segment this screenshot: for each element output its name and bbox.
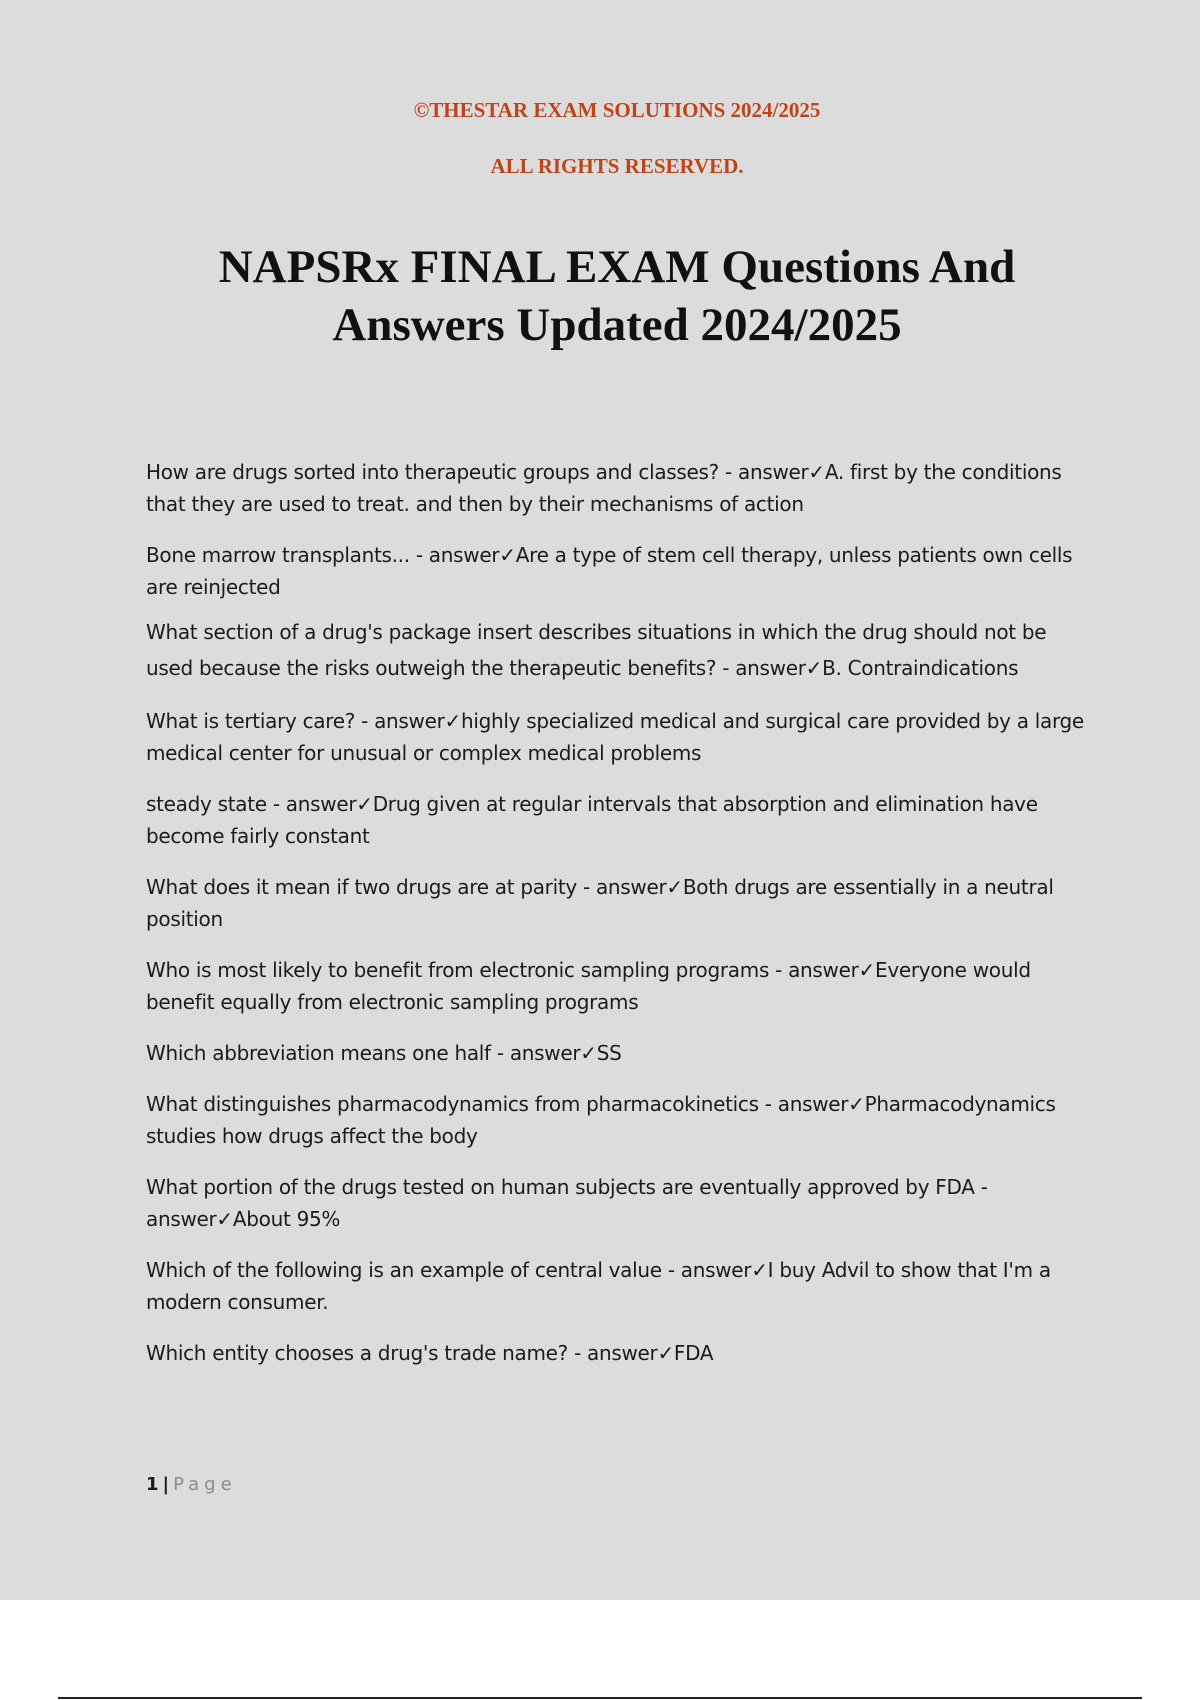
qa-item: Which entity chooses a drug's trade name? - answer✓FDA [146,1341,714,1365]
document-header [0,98,1200,179]
page-label: Page [173,1474,237,1495]
copyright-notice: ©THESTAR EXAM SOLUTIONS 2024/2025 [413,98,821,122]
qa-item: What distinguishes pharmacodynamics from pharmacokinetics - answer✓Pharmacodynamics studies how drugs affect the body [146,1092,1056,1148]
qa-item: steady state - answer✓Drug given at regular intervals that absorption and elimination have become fairly constant [146,792,1038,848]
rights-notice: ALL RIGHTS RESERVED. [490,154,744,178]
page-separator: | [162,1474,170,1495]
qa-item: Who is most likely to benefit from electronic sampling programs - answer✓Everyone would benefit equally from electronic sampling programs [146,958,1031,1014]
title-line-2: Answers Updated 2024/2025 [332,299,902,351]
page-footer [146,1474,237,1495]
qa-item: What portion of the drugs tested on human subjects are eventually approved by FDA - answer✓About 95% [146,1175,988,1231]
qa-item: What does it mean if two drugs are at parity - answer✓Both drugs are essentially in a neutral position [146,875,1054,931]
title-line-1: NAPSRx FINAL EXAM Questions And [218,241,1016,293]
qa-item: Which abbreviation means one half - answer✓SS [146,1041,622,1065]
qa-item: Bone marrow transplants... - answer✓Are a type of stem cell therapy, unless patients own cells are reinjected [146,543,1073,599]
qa-list [146,456,1091,1388]
bottom-divider [58,1697,1142,1699]
qa-item: How are drugs sorted into therapeutic groups and classes? - answer✓A. first by the conditions that they are used to treat. and then by their mechanisms of action [146,460,1062,516]
qa-item: What is tertiary care? - answer✓highly specialized medical and surgical care provided by a large medical center for unusual or complex medical problems [146,709,1084,765]
qa-item: What section of a drug's package insert describes situations in which the drug should not be used because the risks outweigh the therapeutic benefits? - answer✓B. Contraindications [146,620,1047,680]
page-title [0,238,1200,354]
page-number: 1 [146,1474,159,1495]
qa-item: Which of the following is an example of central value - answer✓I buy Advil to show that I'm a modern consumer. [146,1258,1051,1314]
